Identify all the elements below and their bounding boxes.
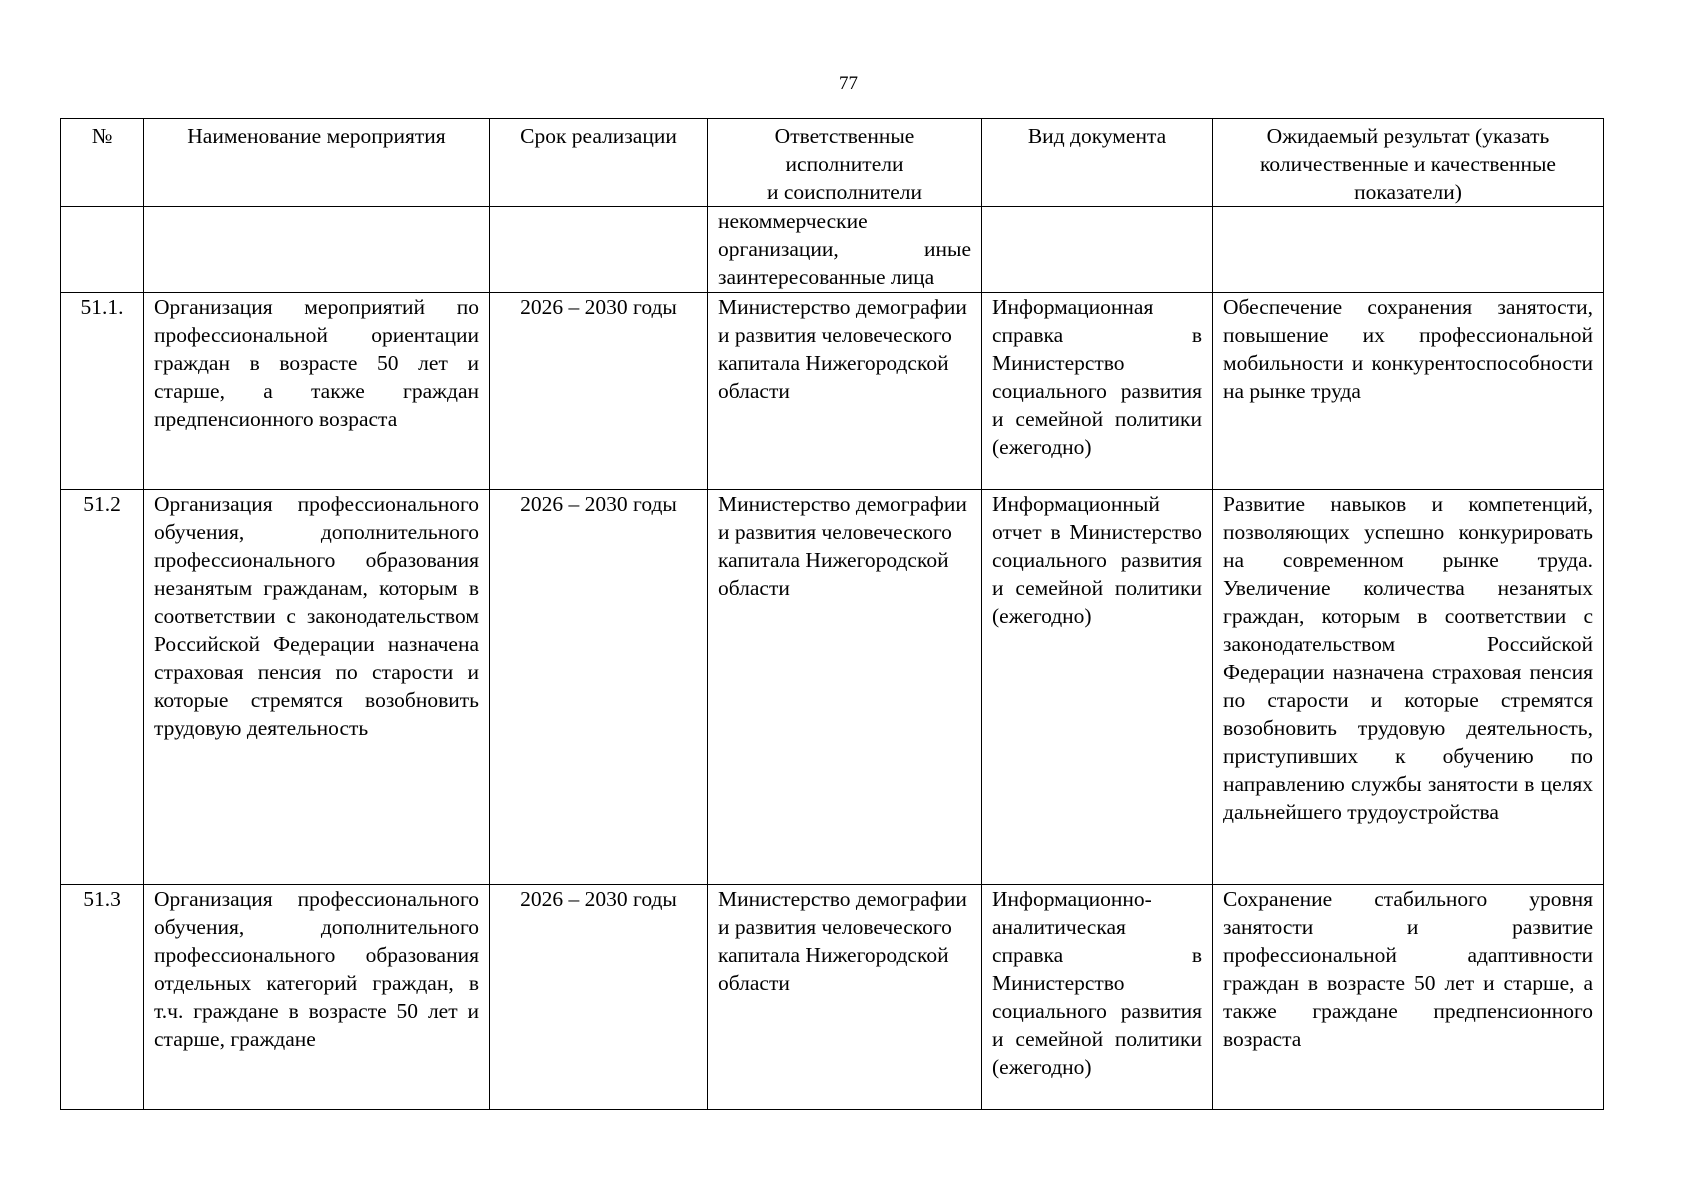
- header-responsible-line: и соисполнители: [766, 180, 923, 204]
- header-responsible: [708, 119, 982, 207]
- cell-responsible: Министерство демографии и развития человеческого капитала Нижегородской области: [708, 490, 982, 885]
- cell-name: Организация профессионального обучения, дополнительного профессионального образования незанятым гражданам, которым в соответствии с законодательством Российской Федерации назначена страховая пенсия по старости и которые стремятся возобновить трудовую деятельность: [144, 490, 490, 885]
- table-header-row: [61, 119, 1604, 207]
- header-num: №: [61, 119, 144, 207]
- header-result-line: Ожидаемый результат (указать: [1266, 124, 1550, 148]
- cell-responsible: Министерство демографии и развития человеческого капитала Нижегородской области: [708, 885, 982, 1110]
- table-cell: [61, 207, 144, 293]
- cell-result: Обеспечение сохранения занятости, повышение их профессиональной мобильности и конкурентоспособности на рынке труда: [1213, 293, 1604, 490]
- table-row: [61, 490, 1604, 885]
- table-cell: [490, 207, 708, 293]
- cell-num: 51.3: [61, 885, 144, 1110]
- cell-term: 2026 – 2030 годы: [490, 293, 708, 490]
- header-term: Срок реализации: [490, 119, 708, 207]
- header-name: Наименование мероприятия: [144, 119, 490, 207]
- cell-doc-type: Информационно-аналитическая справка в Министерство социального развития и семейной политики (ежегодно): [982, 885, 1213, 1110]
- cell-result: Развитие навыков и компетенций, позволяющих успешно конкурировать на современном рынке труда. Увеличение количества незанятых граждан, которым в соответствии с законодательством Российской Федерации назначена страховая пенсия по старости и которые стремятся возобновить трудовую деятельность, приступивших к обучению по направлению службы занятости в целях дальнейшего трудоустройства: [1213, 490, 1604, 885]
- cell-name: Организация профессионального обучения, дополнительного профессионального образования отдельных категорий граждан, в т.ч. граждане в возрасте 50 лет и старше, граждане: [144, 885, 490, 1110]
- cell-doc-type: Информационный отчет в Министерство социального развития и семейной политики (ежегодно): [982, 490, 1213, 885]
- header-result-line: показатели): [1354, 180, 1462, 204]
- table-cell: [982, 207, 1213, 293]
- cell-responsible: некоммерческие организации, иные заинтересованные лица: [708, 207, 982, 293]
- header-responsible-line: исполнители: [785, 152, 904, 176]
- table-row: [61, 885, 1604, 1110]
- activities-table: [60, 118, 1604, 1110]
- header-result-line: количественные и качественные: [1260, 152, 1556, 176]
- cell-num: 51.1.: [61, 293, 144, 490]
- cell-doc-type: Информационная справка в Министерство социального развития и семейной политики (ежегодно): [982, 293, 1213, 490]
- table-row: [61, 293, 1604, 490]
- cell-responsible: Министерство демографии и развития человеческого капитала Нижегородской области: [708, 293, 982, 490]
- page-number: 77: [839, 73, 858, 94]
- header-responsible-line: Ответственные: [774, 124, 915, 148]
- table-cell: [1213, 207, 1604, 293]
- table-row-continuation: [61, 207, 1604, 293]
- header-doc-type: Вид документа: [982, 119, 1213, 207]
- cell-num: 51.2: [61, 490, 144, 885]
- cell-name: Организация мероприятий по профессиональной ориентации граждан в возрасте 50 лет и старше, а также граждан предпенсионного возраста: [144, 293, 490, 490]
- cell-term: 2026 – 2030 годы: [490, 490, 708, 885]
- header-result: [1213, 119, 1604, 207]
- cell-result: Сохранение стабильного уровня занятости и развитие профессиональной адаптивности граждан в возрасте 50 лет и старше, а также граждане предпенсионного возраста: [1213, 885, 1604, 1110]
- cell-term: 2026 – 2030 годы: [490, 885, 708, 1110]
- table-cell: [144, 207, 490, 293]
